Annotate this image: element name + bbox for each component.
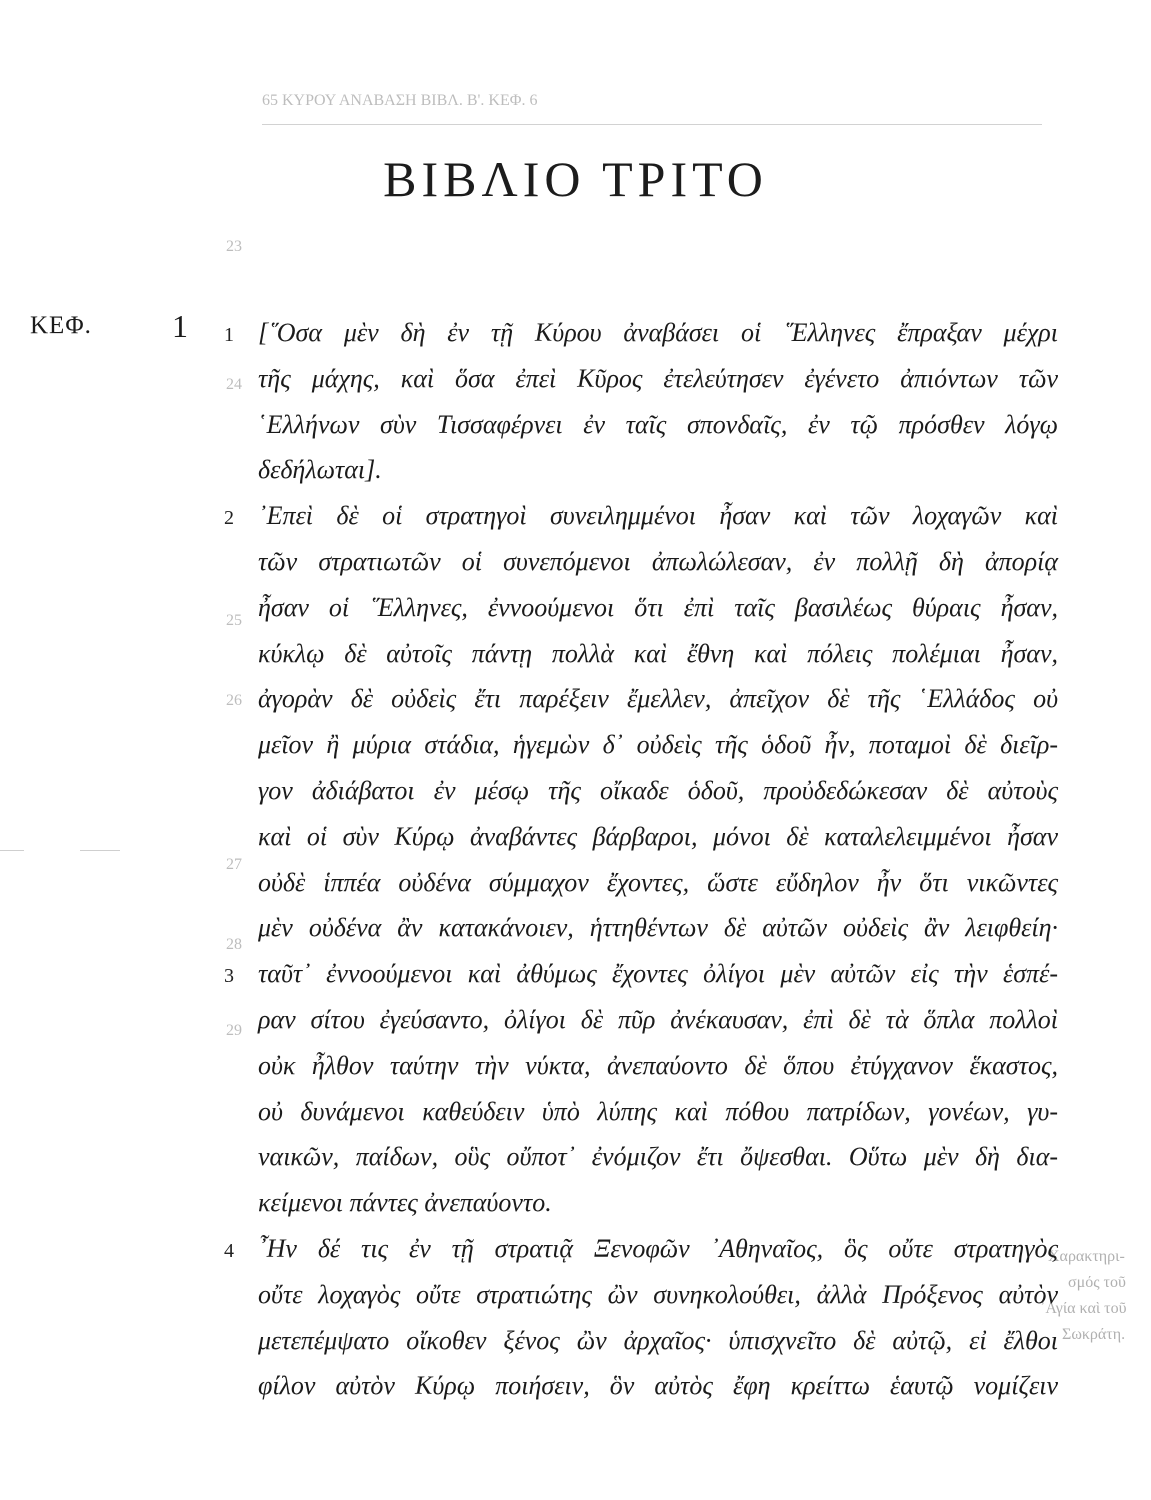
show-through-rule [262, 124, 1042, 125]
text-line: γον ἀδιάβατοι ἐν μέσῳ τῆς οἴκαδε ὁδοῦ, προὐδεδώκεσαν δὲ αὐτοὺς [258, 776, 1058, 805]
text-line: καὶ οἱ σὺν Κύρῳ ἀναβάντες βάρβαροι, μόνοι δὲ καταλελειμμένοι ἦσαν [258, 822, 1058, 851]
chapter-label: ΚΕΦ. [30, 312, 92, 339]
show-through-line-number: 25 [226, 612, 242, 629]
text-line: φίλον αὐτὸν Κύρῳ ποιήσειν, ὃν αὐτὸς ἔφη κρείττω ἑαυτῷ νομίζειν [258, 1371, 1058, 1400]
show-through-line-number: 27 [226, 856, 242, 873]
show-through-margin-note: ᾿Αγία καὶ τοῦ [1040, 1300, 1127, 1317]
text-line: μετεπέμψατο οἴκοθεν ξένος ὢν ἀρχαῖος· ὑπισχνεῖτο δὲ αὐτῷ, εἰ ἔλθοι [258, 1326, 1058, 1355]
text-line: οὐδὲ ἱππέα οὐδένα σύμμαχον ἔχοντες, ὥστε εὔδηλον ἦν ὅτι νικῶντες [258, 868, 1058, 897]
show-through-line-number: 23 [226, 238, 242, 255]
text-line: οὐ δυνάμενοι καθεύδειν ὑπὸ λύπης καὶ πόθου πατρίδων, γονέων, γυ- [258, 1097, 1058, 1126]
text-line: κείμενοι πάντες ἀνεπαύοντο. [258, 1188, 552, 1217]
show-through-margin-note: Σωκράτη. [1062, 1326, 1126, 1343]
text-line: ῏Ην δέ τις ἐν τῇ στρατιᾷ Ξενοφῶν ᾿Αθηναῖος, ὃς οὔτε στρατηγὸς [258, 1234, 1058, 1263]
text-line: ῾Ελλήνων σὺν Τισσαφέρνει ἐν ταῖς σπονδαῖς, ἐν τῷ πρόσθεν λόγῳ [258, 410, 1058, 439]
show-through-line-number: 24 [226, 376, 242, 393]
show-through-running-head: ΚΥΡΟΥ ΑΝΑΒΑΣΗ ΒΙΒΛ. Β'. ΚΕΦ. 6 [282, 92, 538, 109]
text-line: τῆς μάχης, καὶ ὅσα ἐπεὶ Κῦρος ἐτελεύτησεν ἐγένετο ἀπιόντων τῶν [258, 364, 1058, 393]
text-line: ταῦτ᾿ ἐννοούμενοι καὶ ἀθύμως ἔχοντες ὀλίγοι μὲν αὐτῶν εἰς τὴν ἑσπέ- [258, 959, 1058, 988]
text-line: δεδήλωται]. [258, 455, 382, 484]
show-through-line-number: 26 [226, 692, 242, 709]
text-line: οὔτε λοχαγὸς οὔτε στρατιώτης ὢν συνηκολούθει, ἀλλὰ Πρόξενος αὐτὸν [258, 1280, 1058, 1309]
section-number: 1 [224, 324, 234, 346]
text-line: ἦσαν οἱ ῞Ελληνες, ἐννοούμενοι ὅτι ἐπὶ ταῖς βασιλέως θύραις ἦσαν, [258, 593, 1058, 622]
show-through-margin-note: σμός τοῦ [1068, 1274, 1126, 1291]
text-line: κύκλῳ δὲ αὐτοῖς πάντῃ πολλὰ καὶ ἔθνη καὶ πόλεις πολέμιαι ἦσαν, [258, 639, 1058, 668]
text-line: ναικῶν, παίδων, οὓς οὔποτ᾿ ἐνόμιζον ἔτι ὄψεσθαι. Οὕτω μὲν δὴ δια- [258, 1142, 1058, 1171]
show-through-line-number: 28 [226, 936, 242, 953]
section-number: 4 [224, 1240, 234, 1262]
text-line: οὐκ ἦλθον ταύτην τὴν νύκτα, ἀνεπαύοντο δὲ ὅπου ἐτύγχανον ἕκαστος, [258, 1051, 1058, 1080]
text-line: ραν σίτου ἐγεύσαντο, ὀλίγοι δὲ πῦρ ἀνέκαυσαν, ἐπὶ δὲ τὰ ὅπλα πολλοὶ [258, 1005, 1058, 1034]
section-number: 2 [224, 507, 234, 529]
show-through-page-number: 65 [262, 92, 278, 109]
margin-dash [0, 850, 24, 851]
text-line: μεῖον ἢ μύρια στάδια, ἡγεμὼν δ᾿ οὐδεὶς τῆς ὁδοῦ ἦν, ποταμοὶ δὲ διεῖρ- [258, 730, 1058, 759]
section-number: 3 [224, 965, 234, 987]
text-line: ᾿Επεὶ δὲ οἱ στρατηγοὶ συνειλημμένοι ἦσαν καὶ τῶν λοχαγῶν καὶ [258, 501, 1058, 530]
margin-dash [80, 850, 120, 851]
text-line: [῞Οσα μὲν δὴ ἐν τῇ Κύρου ἀναβάσει οἱ ῞Ελληνες ἔπραξαν μέχρι [258, 318, 1058, 347]
book-title: ΒΙΒΛΙΟ ΤΡΙΤΟ [383, 151, 768, 207]
show-through-line-number: 29 [226, 1022, 242, 1039]
text-line: τῶν στρατιωτῶν οἱ συνεπόμενοι ἀπωλώλεσαν, ἐν πολλῇ δὴ ἀπορίᾳ [258, 547, 1058, 576]
text-line: ἀγορὰν δὲ οὐδεὶς ἔτι παρέξειν ἔμελλεν, ἀπεῖχον δὲ τῆς ῾Ελλάδος οὐ [258, 684, 1058, 713]
chapter-number: 1 [172, 308, 188, 344]
text-line: μὲν οὐδένα ἂν κατακάνοιεν, ἡττηθέντων δὲ αὐτῶν οὐδεὶς ἂν λειφθείη· [258, 913, 1058, 942]
show-through-margin-note: Χαρακτηρι- [1048, 1248, 1125, 1265]
